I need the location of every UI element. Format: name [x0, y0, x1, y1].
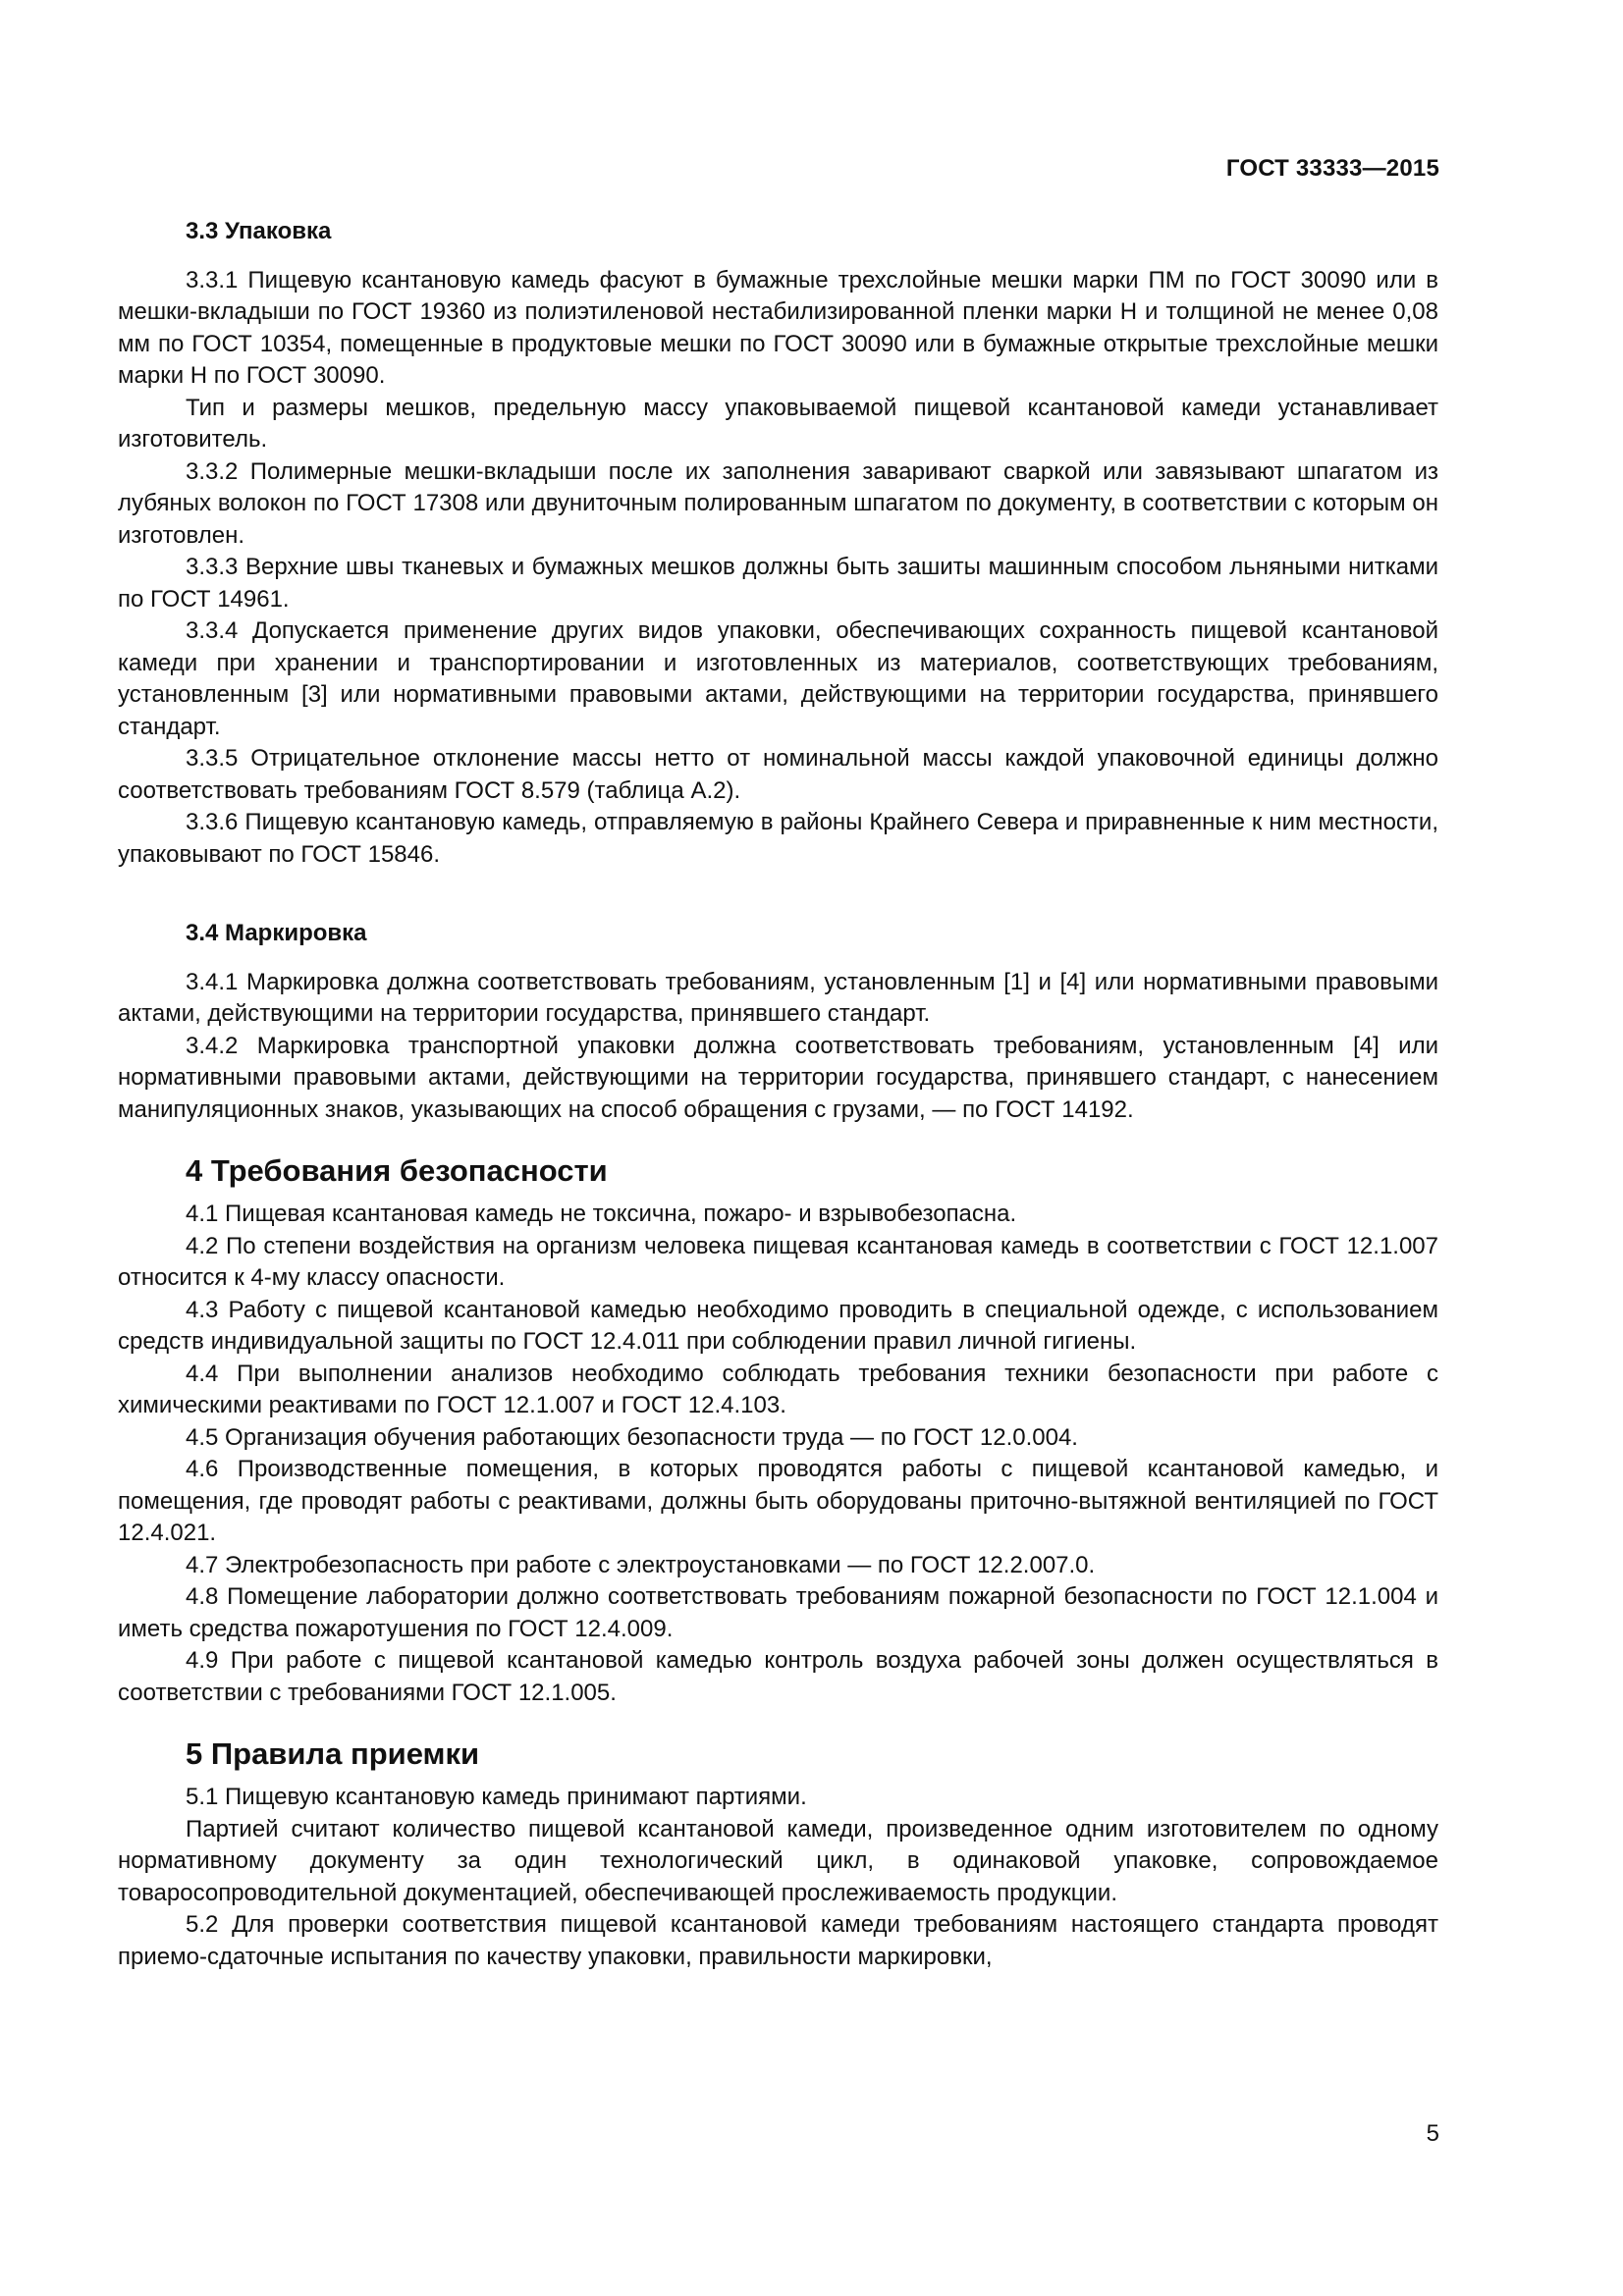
paragraph: 3.3.4 Допускается применение других видов упаковки, обеспечивающих сохранность пищевой ксантановой камеди при хранении и транспортировании и изготовленных из материалов, соответствующих требованиям, установленным [3] или нормативными правовыми актами, действующими на территории государства, принявшего стандарт.: [118, 617, 1438, 740]
paragraph: 4.9 При работе с пищевой ксантановой камедью контроль воздуха рабочей зоны должен осуществляться в соответствии с требованиями ГОСТ 12.1.005.: [118, 1647, 1438, 1706]
paragraph: 4.4 При выполнении анализов необходимо соблюдать требования техники безопасности при работе с химическими реактивами по ГОСТ 12.1.007 и ГОСТ 12.4.103.: [118, 1360, 1438, 1418]
paragraph: 3.3.1 Пищевую ксантановую камедь фасуют в бумажные трехслойные мешки марки ПМ по ГОСТ 30090 или в мешки-вкладыши по ГОСТ 19360 из полиэтиленовой нестабилизированной пленки марки Н и толщиной не менее 0,08 мм по ГОСТ 10354, помещенные в продуктовые мешки по ГОСТ 30090 или в бумажные открытые трехслойные мешки марки Н по ГОСТ 30090.: [118, 266, 1438, 389]
paragraph: 5.1 Пищевую ксантановую камедь принимают партиями.: [186, 1784, 807, 1810]
paragraph: 3.3.2 Полимерные мешки-вкладыши после их заполнения заваривают сваркой или завязывают шпагатом из лубяных волокон по ГОСТ 17308 или двуниточным полированным шпагатом по документу, в соответствии с которым он изготовлен.: [118, 457, 1438, 549]
paragraph: 4.8 Помещение лаборатории должно соответствовать требованиям пожарной безопасности по ГОСТ 12.1.004 и иметь средства пожаротушения по ГОСТ 12.4.009.: [118, 1583, 1438, 1642]
page-number: 5: [1426, 2120, 1439, 2147]
document-id: ГОСТ 33333—2015: [1225, 155, 1439, 182]
paragraph: 4.5 Организация обучения работающих безопасности труда — по ГОСТ 12.0.004.: [186, 1423, 1078, 1451]
subsection-title-3-4: 3.4 Маркировка: [186, 920, 367, 946]
paragraph: 4.7 Электробезопасность при работе с электроустановками — по ГОСТ 12.2.007.0.: [186, 1551, 1096, 1578]
paragraph: 3.4.1 Маркировка должна соответствовать требованиям, установленным [1] и [4] или нормативными правовыми актами, действующими на территории государства, принявшего стандарт.: [118, 968, 1438, 1027]
page-content: [118, 216, 1438, 1973]
paragraph: 4.3 Работу с пищевой ксантановой камедью необходимо проводить в специальной одежде, с использованием средств индивидуальной защиты по ГОСТ 12.4.011 при соблюдении правил личной гигиены.: [118, 1296, 1438, 1355]
paragraph: 4.1 Пищевая ксантановая камедь не токсична, пожаро- и взрывобезопасна.: [186, 1201, 1017, 1227]
subsection-title-3-3: 3.3 Упаковка: [186, 218, 332, 244]
paragraph: 3.3.6 Пищевую ксантановую камедь, отправляемую в районы Крайнего Севера и приравненные к ним местности, упаковывают по ГОСТ 15846.: [118, 809, 1438, 868]
paragraph: Тип и размеры мешков, предельную массу упаковываемой пищевой ксантановой камеди устанавливает изготовитель.: [118, 394, 1438, 453]
paragraph: 3.3.5 Отрицательное отклонение массы нетто от номинальной массы каждой упаковочной единицы должно соответствовать требованиям ГОСТ 8.579 (таблица А.2).: [118, 745, 1438, 804]
paragraph: Партией считают количество пищевой ксантановой камеди, произведенное одним изготовителем по одному нормативному документу за один технологический цикл, в одинаковой упаковке, сопровождаемое товаросопроводительной документацией, обеспечивающей прослеживаемость продукции.: [118, 1815, 1438, 1906]
paragraph: 3.3.3 Верхние швы тканевых и бумажных мешков должны быть зашиты машинным способом льняными нитками по ГОСТ 14961.: [118, 554, 1438, 613]
paragraph: 4.6 Производственные помещения, в которых проводятся работы с пищевой ксантановой камедью, и помещения, где проводят работы с реактивами, должны быть оборудованы приточно-вытяжной вентиляцией по ГОСТ 12.4.021.: [118, 1456, 1438, 1546]
paragraph: 3.4.2 Маркировка транспортной упаковки должна соответствовать требованиям, установленным [4] или нормативными правовыми актами, действующими на территории государства, принявшего стандарт, с нанесением манипуляционных знаков, указывающих на способ обращения с грузами, — по ГОСТ 14192.: [118, 1032, 1438, 1123]
paragraph: 5.2 Для проверки соответствия пищевой ксантановой камеди требованиям настоящего стандарта проводят приемо-сдаточные испытания по качеству упаковки, правильности маркировки,: [118, 1911, 1438, 1970]
section-title-5: 5 Правила приемки: [186, 1736, 480, 1771]
paragraph: 4.2 По степени воздействия на организм человека пищевая ксантановая камедь в соответствии с ГОСТ 12.1.007 относится к 4-му классу опасности.: [118, 1232, 1438, 1291]
section-title-4: 4 Требования безопасности: [186, 1153, 608, 1188]
